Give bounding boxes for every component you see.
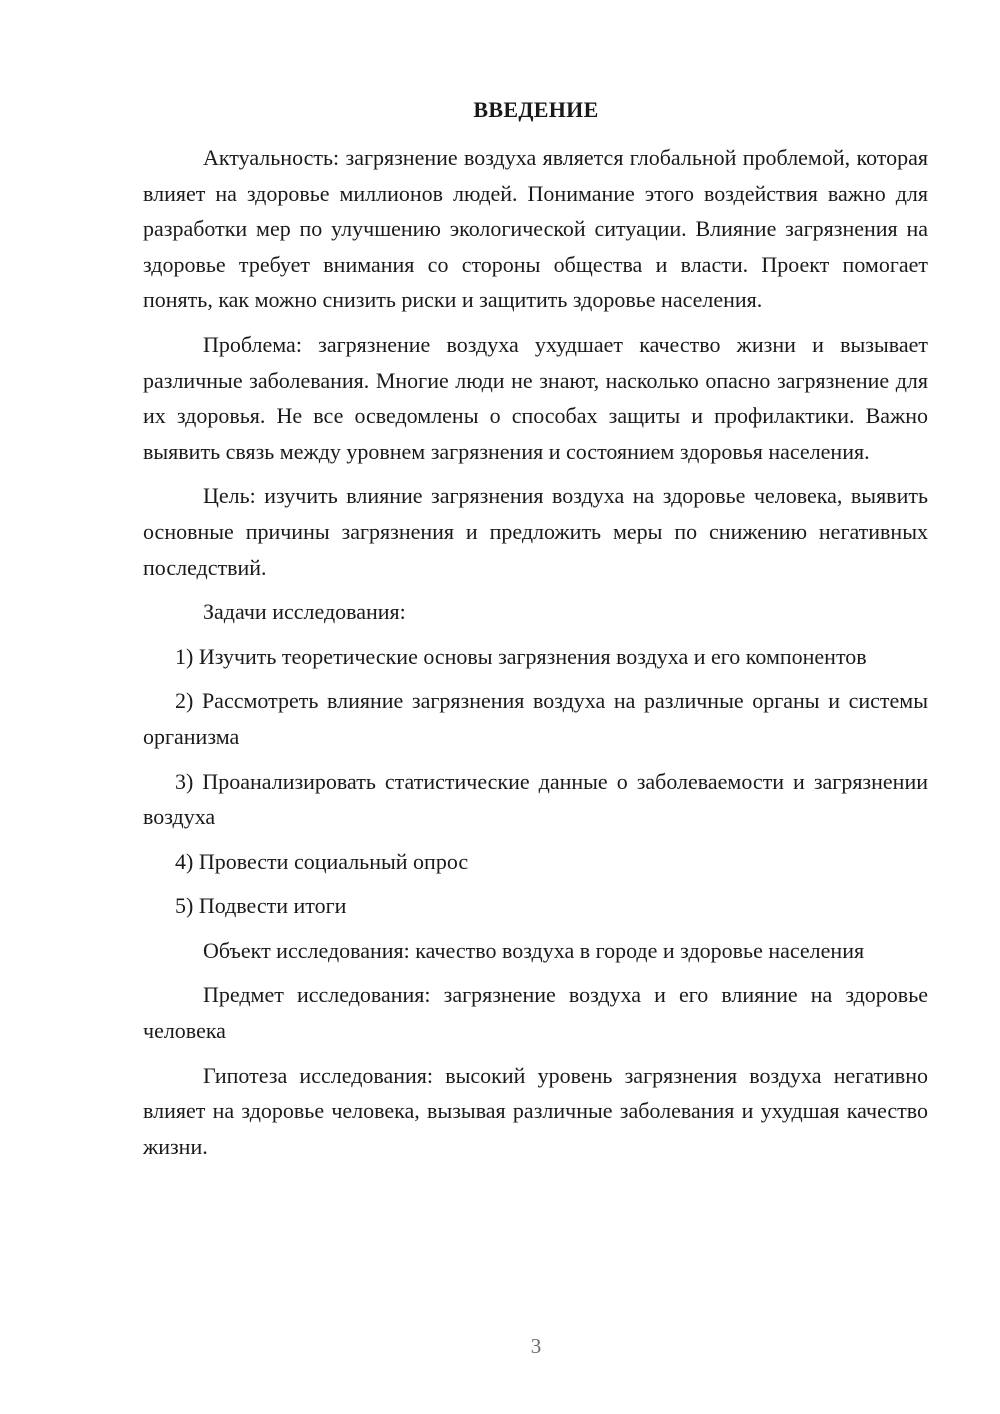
- subject-paragraph: Предмет исследования: загрязнение воздуха и его влияние на здоровье человека: [143, 982, 928, 1044]
- goal-paragraph: Цель: изучить влияние загрязнения воздуха на здоровье человека, выявить основные причины загрязнения и предложить меры по снижению негативных последствий.: [143, 483, 928, 580]
- relevance-paragraph: Актуальность: загрязнение воздуха является глобальной проблемой, которая влияет на здоровье миллионов людей. Понимание этого воздействия важно для разработки мер по улучшению экологической ситуации. Влияние загрязнения на здоровье требует внимания со стороны общества и власти. Проект помогает понять, как можно снизить риски и защитить здоровье населения.: [143, 145, 928, 313]
- page-number: 3: [530, 1334, 542, 1358]
- problem-paragraph: Проблема: загрязнение воздуха ухудшает качество жизни и вызывает различные заболевания. Многие люди не знают, насколько опасно загрязнение для их здоровья. Не все осведомлены о способах защиты и профилактики. Важно выявить связь между уровнем загрязнения и состоянием здоровья населения.: [143, 331, 928, 464]
- document-body: [143, 140, 928, 1173]
- list-item: 1) Изучить теоретические основы загрязнения воздуха и его компонентов: [175, 643, 867, 669]
- page-title: ВВЕДЕНИЕ: [473, 97, 599, 122]
- tasks-heading: Задачи исследования:: [203, 599, 406, 625]
- list-item: 5) Подвести итоги: [175, 893, 347, 919]
- hypothesis-paragraph: Гипотеза исследования: высокий уровень загрязнения воздуха негативно влияет на здоровье человека, вызывая различные заболевания и ухудшая качество жизни.: [143, 1062, 928, 1159]
- object-paragraph: Объект исследования: качество воздуха в городе и здоровье населения: [203, 937, 865, 963]
- list-item: 2) Рассмотреть влияние загрязнения воздуха на различные органы и системы организма: [143, 688, 928, 749]
- list-item: 3) Проанализировать статистические данные о заболеваемости и загрязнении воздуха: [143, 768, 928, 830]
- list-item: 4) Провести социальный опрос: [175, 848, 469, 874]
- tasks-list: [143, 639, 928, 924]
